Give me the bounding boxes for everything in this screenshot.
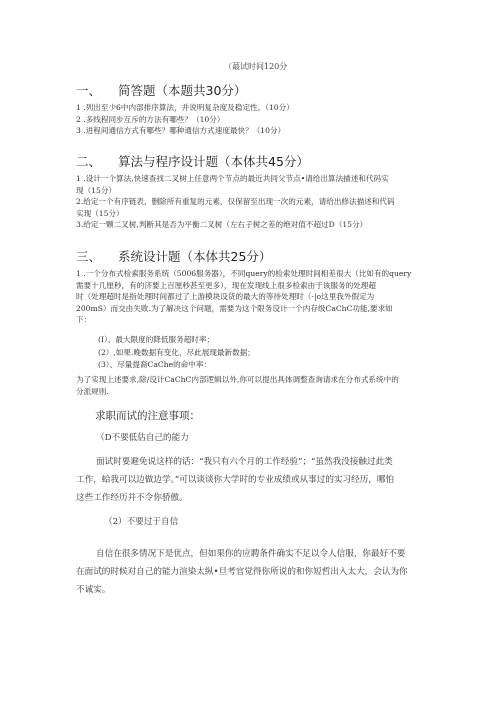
paragraph-line: 工作，蛤我可以边做边学。”可以谈谈你大学时的专业成绩或从事过的实习经历，哪怕 bbox=[76, 475, 395, 485]
question-line: 3 .进程间通信方式有哪些？哪种通信方式速度最快？（10分） bbox=[76, 126, 286, 135]
section-title: 算法与程序设计题（本体共45分） bbox=[118, 154, 309, 169]
exam-time-note: （蕞试时间120分 bbox=[224, 62, 288, 71]
paragraph-line: 自信在很多情况下是优点，但如果你的应聘条件确实不足以令人信服，你最好不要 bbox=[96, 549, 406, 559]
paragraph-line: 不诚实。 bbox=[76, 585, 111, 595]
tip-1-body bbox=[76, 453, 394, 507]
paragraph-line: 面试时要避免说这样的话：“我只有六个月的工作经验”；“虽然我没接触过此类 bbox=[96, 457, 393, 467]
question-line: 200mS）而交由失败.为了解决这个问题，需要为这个限务设计一个内存级CaChC功能,要求如 bbox=[76, 303, 393, 313]
question-line: 1 .列出至少6中内部排序算法，并说明复杂度及稳定性。（10分） bbox=[76, 103, 294, 112]
question-line: 2.给定一个有序链表，删除所有重复的元素，仅保留至出现一次的元素，请给出修法描述和代码 bbox=[76, 197, 395, 206]
section-number: 二、 bbox=[76, 154, 102, 169]
section-heading-1 bbox=[76, 81, 246, 99]
closing-line: 为了实现上述要求,除/设计CaChC内部逻辑以外,你可以提出具体调整查询请求在分布式系统中的 bbox=[76, 375, 399, 384]
section-number: 三、 bbox=[76, 249, 102, 264]
section-3-closing bbox=[76, 374, 399, 397]
section-number: 一、 bbox=[76, 83, 102, 98]
question-line: 1 .一个分布式检索服务系统（5006服务器），不同query的检索处理时间相差很大（比如有的query bbox=[76, 269, 412, 278]
tip-2-body bbox=[76, 545, 408, 599]
requirement-item: (I）、最大限度的降低服务超时率； bbox=[98, 335, 215, 344]
closing-line: 分派规则. bbox=[76, 386, 109, 396]
section-title: 简答题（本题共30分） bbox=[118, 83, 247, 98]
question-line: 下： bbox=[76, 315, 92, 324]
question-line: 需要十几厘秒，有的济要上百厘秒甚至更多），现在发现线上很多检索由于该服务的处理超 bbox=[76, 280, 376, 290]
question-line: 3.给定一颗二叉树,判断其是否为平衡二叉树（左右子树之差的绝对值不超过D（15分） bbox=[76, 220, 368, 229]
tip-2-title: （2）不要过于自信 bbox=[104, 517, 179, 527]
question-line: 实现（15分） bbox=[76, 208, 124, 218]
section-3-questions bbox=[76, 268, 411, 326]
requirement-item: (3）、尽量提裔CaChe的命中率： bbox=[98, 360, 212, 369]
section-2-questions bbox=[76, 173, 395, 231]
section-title: 系统设计题（本体共25分） bbox=[118, 249, 272, 264]
requirement-item: (2）,如果.晚数据有变化，尽此展现最新数据； bbox=[98, 347, 255, 357]
tip-1-title: （D不要低估自己的能力 bbox=[96, 433, 189, 443]
section-1-questions bbox=[76, 102, 294, 137]
paragraph-line: 这些工作经历并不令你骄傲。 bbox=[76, 493, 188, 503]
section-heading-3 bbox=[76, 247, 271, 265]
tips-heading: 求职而试的注意事项： bbox=[95, 410, 200, 422]
question-line: 时（处理超时是指处理时间都过了上游模块设货的最大的等待处理时（-|o这里我外假定为 bbox=[76, 292, 375, 301]
question-line: 2 .多线程同步互斥的方法有哪些？（10分） bbox=[76, 114, 225, 124]
requirement-list bbox=[98, 334, 255, 372]
paragraph-line: 在面试的时候对自己的能力渲染太纵•旦考官觉得你所说的和你短哲出入太大，会认为你 bbox=[76, 567, 408, 577]
question-line: 1 .设计一个算法,快速查找二叉树上任意两个节点的最近共同父节点•请给出算法描述和代码实 bbox=[76, 174, 389, 183]
section-heading-2 bbox=[76, 152, 309, 170]
question-line: 现（15分） bbox=[76, 185, 117, 195]
